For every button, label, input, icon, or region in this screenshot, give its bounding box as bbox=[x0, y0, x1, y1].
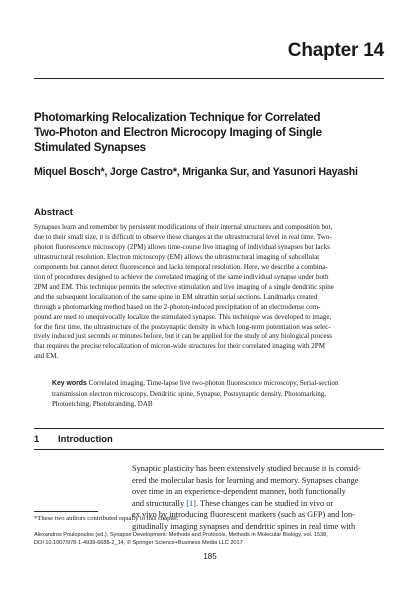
intro-line: ered the molecular basis for learning and memory. Synapses change bbox=[132, 475, 359, 485]
keywords-label: Key words bbox=[52, 380, 87, 387]
intro-line: ex vivo by introducing fluorescent markers (such as GFP) and lon- bbox=[132, 510, 355, 520]
abstract-line: tively induced just seconds or minutes before, but it can be applied for the study of any biological process bbox=[34, 332, 333, 341]
keywords-line: transmission electron microscopy, Dendritic spine, Synapse, Postsynaptic density, Photomarking, bbox=[52, 390, 327, 398]
publication-line: DOI 10.1007/978-1-4939-6688-2_14, © Springer Science+Business Media LLC 2017 bbox=[34, 539, 243, 546]
title-line: Photomarking Relocalization Technique for Correlated bbox=[34, 111, 321, 124]
publication-line: Alexandros Poulopoulos (ed.), Synapse Development: Methods and Protocols, Methods in Molecular Biology, vol. 1538, bbox=[34, 532, 328, 538]
intro-line: Synaptic plasticity has been extensively studied because it is consid- bbox=[132, 464, 361, 473]
abstract-line: tion of procedures designed to achieve the correlated imaging of the same individual synapse under both bbox=[34, 272, 329, 281]
publication-info bbox=[34, 532, 386, 547]
section-number: 1 bbox=[34, 433, 40, 444]
abstract-line: due to their small size, it is difficult to observe these changes at the ultrastructural level in real time. Two- bbox=[34, 232, 332, 241]
intro-text: and structurally bbox=[132, 498, 187, 508]
abstract-line: 2PM and EM. This technique permits the selective stimulation and live imaging of a single dendritic spine bbox=[34, 282, 334, 291]
keywords-text: Correlated imaging, Time-lapse live two-photon fluorescence microscopy, Serial-section bbox=[88, 379, 339, 387]
chapter-label: Chapter 14 bbox=[287, 40, 384, 61]
page-number: 185 bbox=[203, 552, 217, 561]
abstract-line: Synapses learn and remember by persistent modifications of their internal structures and composition but, bbox=[34, 223, 333, 231]
intro-line bbox=[132, 498, 386, 510]
abstract-line: that requires the precise relocalization of micron-wide structures for their correlated imaging with 2PM bbox=[34, 342, 325, 351]
footnote-rule bbox=[34, 511, 98, 512]
abstract-line: and EM. bbox=[34, 352, 59, 361]
introduction-paragraph bbox=[132, 463, 386, 533]
abstract-line: pound are used to unequivocally localize the stimulated synapse. This technique was developed to image, bbox=[34, 312, 332, 321]
title-line: Stimulated Synapses bbox=[34, 141, 146, 154]
abstract-line: and the subsequent localization of the same spine in EM ultrathin serial sections. Landmarks created bbox=[34, 292, 318, 301]
author-list: Miquel Bosch*, Jorge Castro*, Mriganka Sur, and Yasunori Hayashi bbox=[34, 166, 358, 178]
footnote: *These two authors contributed equally to this chapter. bbox=[34, 515, 179, 522]
abstract-line: photon fluorescence microscopy (2PM) allows time-course live imaging of individual synapses but lacks bbox=[34, 242, 330, 251]
chapter-title bbox=[34, 110, 384, 155]
intro-text: . These changes can be studied in vivo or bbox=[195, 498, 334, 508]
abstract-line: through a photomarking method based on the 2-photon-induced precipitation of an electrodense com- bbox=[34, 302, 321, 311]
title-line: Two-Photon and Electron Microcopy Imaging of Single bbox=[34, 126, 322, 139]
citation-link[interactable]: [1] bbox=[186, 498, 196, 508]
abstract-heading: Abstract bbox=[34, 207, 73, 218]
section-rule-bottom bbox=[34, 449, 384, 450]
section-rule-top bbox=[34, 428, 384, 429]
header-rule bbox=[34, 78, 384, 79]
keywords-line: Photoetching, Photobranding, DAB bbox=[52, 400, 153, 408]
abstract-line: for the first time, the ultrastructure of the postsynaptic density in which long-term potentiation was selec- bbox=[34, 322, 331, 331]
keywords-line bbox=[52, 378, 386, 389]
abstract-line: components but cannot detect fluorescence and lacks temporal resolution. Here, we describe a combina- bbox=[34, 262, 328, 271]
keywords-block bbox=[52, 378, 386, 409]
abstract-body bbox=[34, 223, 386, 362]
abstract-line: ultrastructural resolution. Electron microscopy (EM) allows the ultrastructural imaging of subcellular bbox=[34, 252, 320, 261]
intro-line: gitudinally imaging synapses and dendritic spines in real time with bbox=[132, 521, 356, 531]
intro-line: over time in an experience-dependent manner, both functionally bbox=[132, 487, 346, 497]
section-title: Introduction bbox=[58, 433, 113, 444]
